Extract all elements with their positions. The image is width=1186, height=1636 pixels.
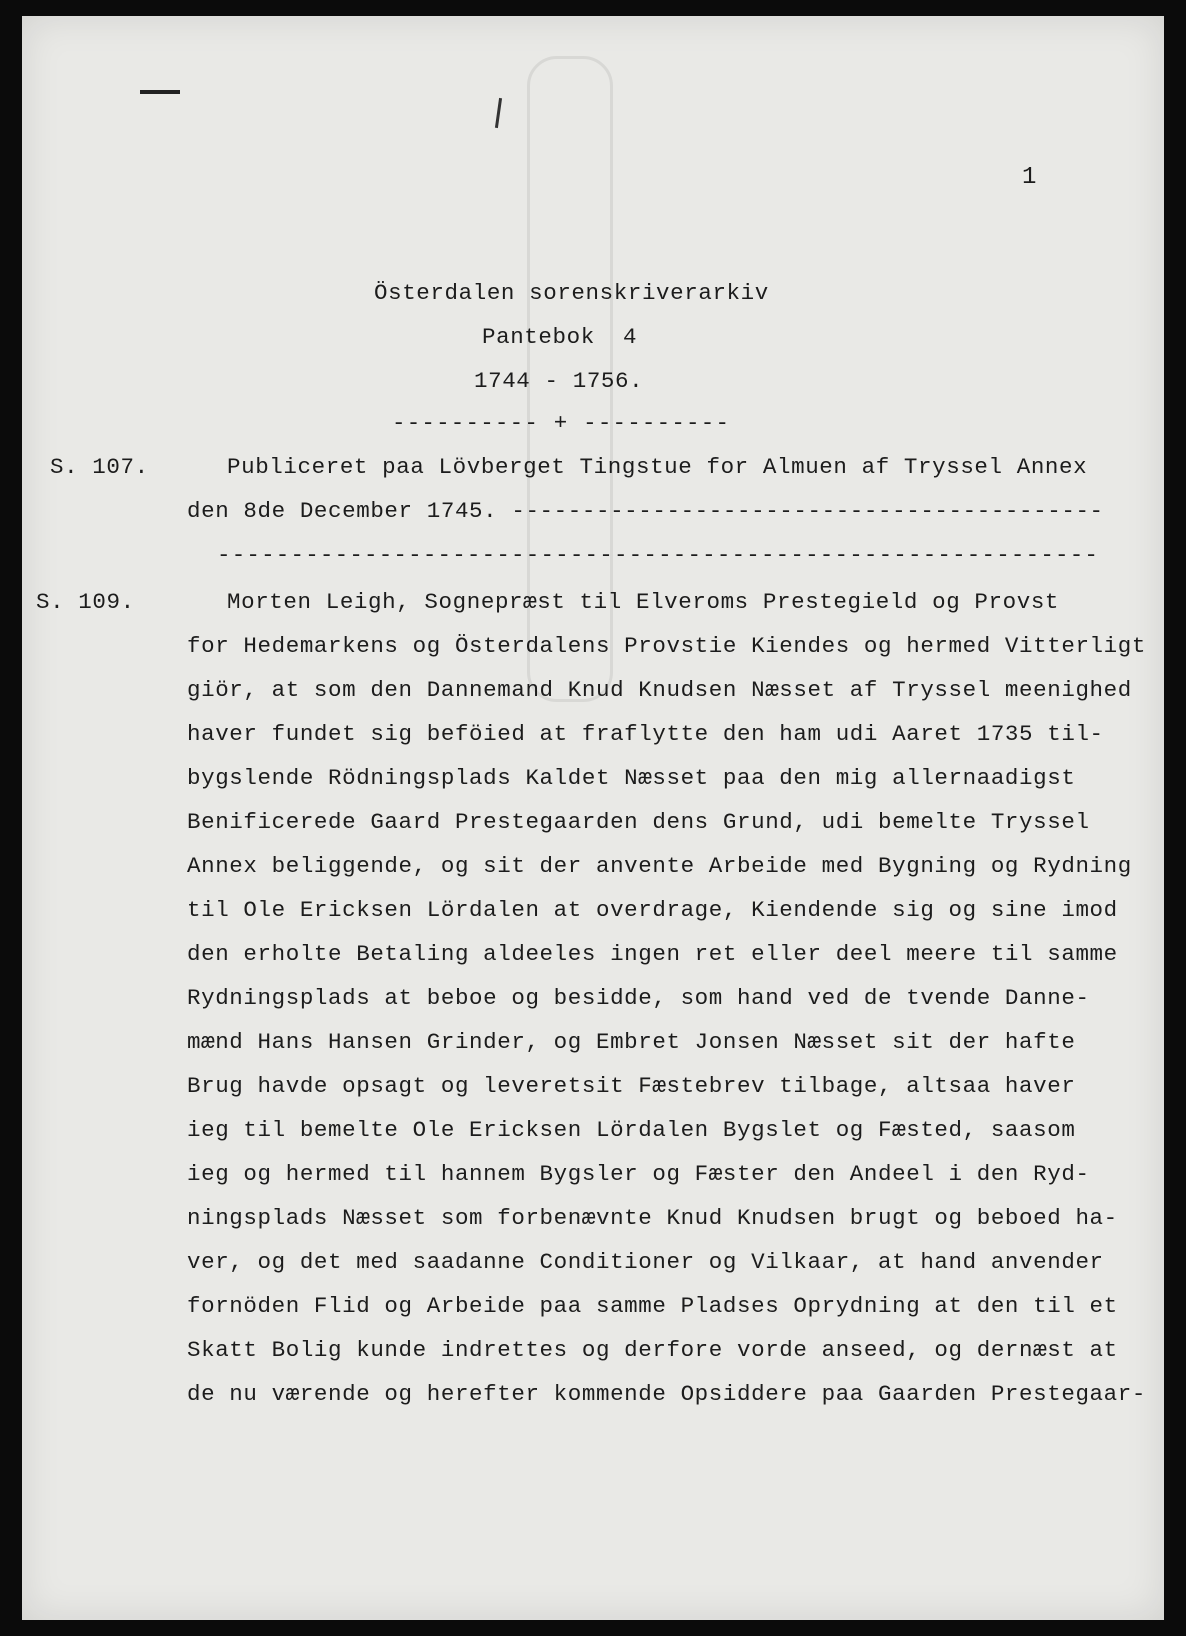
entry-109-line: bygslende Rödningsplads Kaldet Næsset paa den mig allernaadigst [187,765,1076,791]
entry-109-line: Benificerede Gaard Prestegaarden dens Grund, udi bemelte Tryssel [187,809,1090,835]
entry-109-line: haver fundet sig beföied at fraflytte den ham udi Aaret 1735 til- [187,721,1104,747]
entry-109-line: ningsplads Næsset som forbenævnte Knud Knudsen brugt og beboed ha- [187,1205,1118,1231]
entry-109-line: ieg og hermed til hannem Bygsler og Fæster den Andeel i den Ryd- [187,1161,1090,1187]
page-reference-107: S. 107. [50,454,149,480]
page-number: 1 [1022,164,1037,191]
entry-107-line: den 8de December 1745. ------------------------------------------ [187,498,1104,524]
entry-107-line: Publiceret paa Lövberget Tingstue for Almuen af Tryssel Annex [227,454,1088,480]
document-page [22,16,1164,1620]
entry-109-line: Brug havde opsagt og leveretsit Fæstebrev tilbage, altsaa haver [187,1073,1076,1099]
header-separator: ---------- + ---------- [392,410,731,436]
year-range: 1744 - 1756. [474,368,644,394]
entry-109-line: til Ole Ericksen Lördalen at overdrage, Kiendende sig og sine imod [187,897,1118,923]
section-rule: ------------------------------------------------------------ [217,542,1100,568]
ink-mark [140,90,180,94]
entry-109-line: ieg til bemelte Ole Ericksen Lördalen Bygslet og Fæsted, saasom [187,1117,1076,1143]
entry-109-line: Morten Leigh, Sognepræst til Elveroms Prestegield og Provst [227,589,1060,615]
page-reference-109: S. 109. [36,589,135,615]
book-title: Pantebok 4 [482,324,638,350]
entry-109-line: den erholte Betaling aldeeles ingen ret eller deel meere til samme [187,941,1118,967]
entry-109-line: ver, og det med saadanne Conditioner og Vilkaar, at hand anvender [187,1249,1104,1275]
entry-109-line: Rydningsplads at beboe og besidde, som hand ved de tvende Danne- [187,985,1090,1011]
ink-mark [495,98,502,128]
entry-109-line: Annex beliggende, og sit der anvente Arbeide med Bygning og Rydning [187,853,1132,879]
entry-109-line: giör, at som den Dannemand Knud Knudsen Næsset af Tryssel meenighed [187,677,1132,703]
entry-109-line: de nu værende og herefter kommende Opsiddere paa Gaarden Prestegaar- [187,1381,1146,1407]
entry-109-line: fornöden Flid og Arbeide paa samme Pladses Oprydning at den til et [187,1293,1118,1319]
entry-109-line: for Hedemarkens og Österdalens Provstie Kiendes og hermed Vitterligt [187,633,1146,659]
entry-109-line: Skatt Bolig kunde indrettes og derfore vorde anseed, og dernæst at [187,1337,1118,1363]
entry-109-line: mænd Hans Hansen Grinder, og Embret Jonsen Næsset sit der hafte [187,1029,1076,1055]
archive-title: Österdalen sorenskriverarkiv [374,280,769,306]
